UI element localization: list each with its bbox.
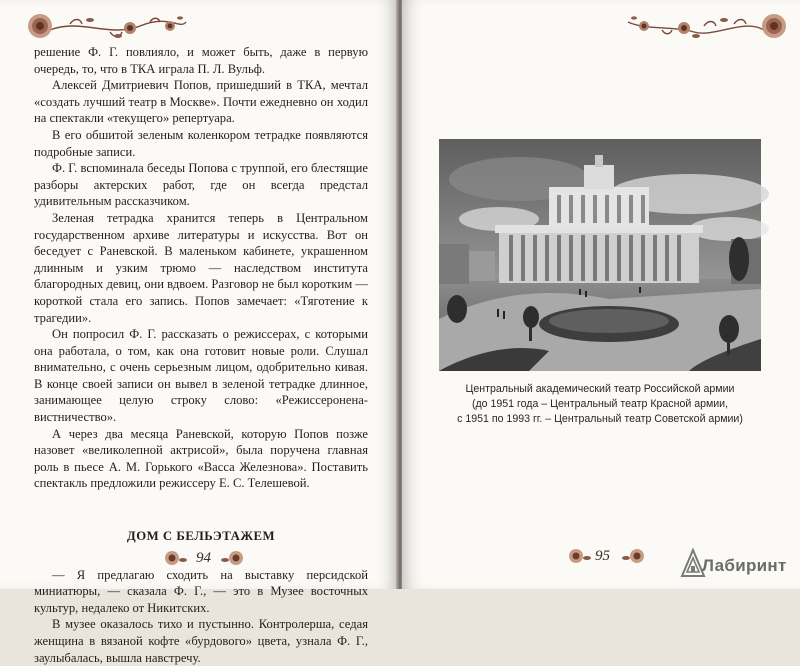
- left-page-text: [34, 44, 368, 666]
- section-paragraph-2: В музее оказалось тихо и пустынно. Контролерша, седая женщина в вязаной кофте «бурдового» цвета, узнала Ф. Г., заулыбалась, вышла навстречу.: [34, 617, 368, 665]
- paragraph-3: В его обшитой зеленым коленкором тетрадке появляются подробные записи.: [34, 127, 368, 159]
- paragraph-2: Алексей Дмитриевич Попов, пришедший в ТКА, мечтал «создать лучший театр в Москве». Почти ежедневно он ходил на спектакли «текущего» репертуара.: [34, 78, 368, 126]
- section-title: ДОМ С БЕЛЬЭТАЖЕМ: [126, 529, 276, 544]
- page-number-ornament-left-icon: [562, 546, 592, 566]
- page-number-left: 94: [196, 550, 211, 566]
- caption-line-2: (до 1951 года – Центральный театр Красной армии,: [471, 398, 729, 410]
- theatre-photograph: [439, 139, 761, 371]
- paragraph-4: Ф. Г. вспоминала беседы Попова с труппой, его блестящие разборы актерских работ, где он всегда предстал удивительным рассказчиком.: [34, 161, 368, 209]
- rose-vine-ornament-icon: [20, 8, 190, 44]
- page-number-ornament-right-icon: [220, 548, 250, 568]
- paragraph-1: решение Ф. Г. повлияло, и может быть, даже в первую очередь, то, что в ТКА играла П. Л. Вульф.: [34, 45, 368, 76]
- left-page: [0, 0, 398, 665]
- right-page: [402, 0, 800, 589]
- caption-line-3: с 1951 по 1993 гг. – Центральный театр Советской армии): [457, 413, 743, 425]
- paragraph-5: Зеленая тетрадка хранится теперь в Центральном государственном архиве литературы и искусства. Вот он беседует с Раневской. В маленьком кабинете, украшенном длинным и узким трюмо — наследством института благородных девиц, они вдвоем. Разговор не был коротким — короткой стала его запись. Попов замечает: «Тяготение к трагедии».: [34, 210, 368, 325]
- labirint-watermark: [680, 546, 795, 580]
- section-paragraph-1: — Я предлагаю сходить на выставку персидской миниатюры, — сказала Ф. Г., — это в Музее восточных культур, недалеко от Никитских.: [34, 567, 368, 615]
- paragraph-6: Он попросил Ф. Г. рассказать о режиссерах, с которыми она работала, о том, как она готовит новые роли. Слушал внимательно, с очень серьезным лицом, одобрительно кивая. В конце своей записи он вывел в зеленой тетрадке длинное, занимающее целую строку слово: «Режиссероненавистничество».: [34, 327, 368, 425]
- page-number-ornament-left-icon: [158, 548, 188, 568]
- rose-vine-ornament-icon: [624, 8, 794, 44]
- brand-name: Лабиринт: [702, 556, 787, 575]
- caption-line-1: Центральный академический театр Российской армии: [465, 383, 735, 395]
- page-number-right: 95: [595, 548, 610, 564]
- paragraph-7: А через два месяца Раневской, которую Попов позже назовет «великолепной актрисой», была поручена главная роль в пьесе А. М. Горького «Васса Железнова». Поставить спектакль предложили режиссеру Е. С. Телешевой.: [34, 426, 368, 491]
- photo-caption: [424, 382, 776, 427]
- page-number-ornament-right-icon: [621, 546, 651, 566]
